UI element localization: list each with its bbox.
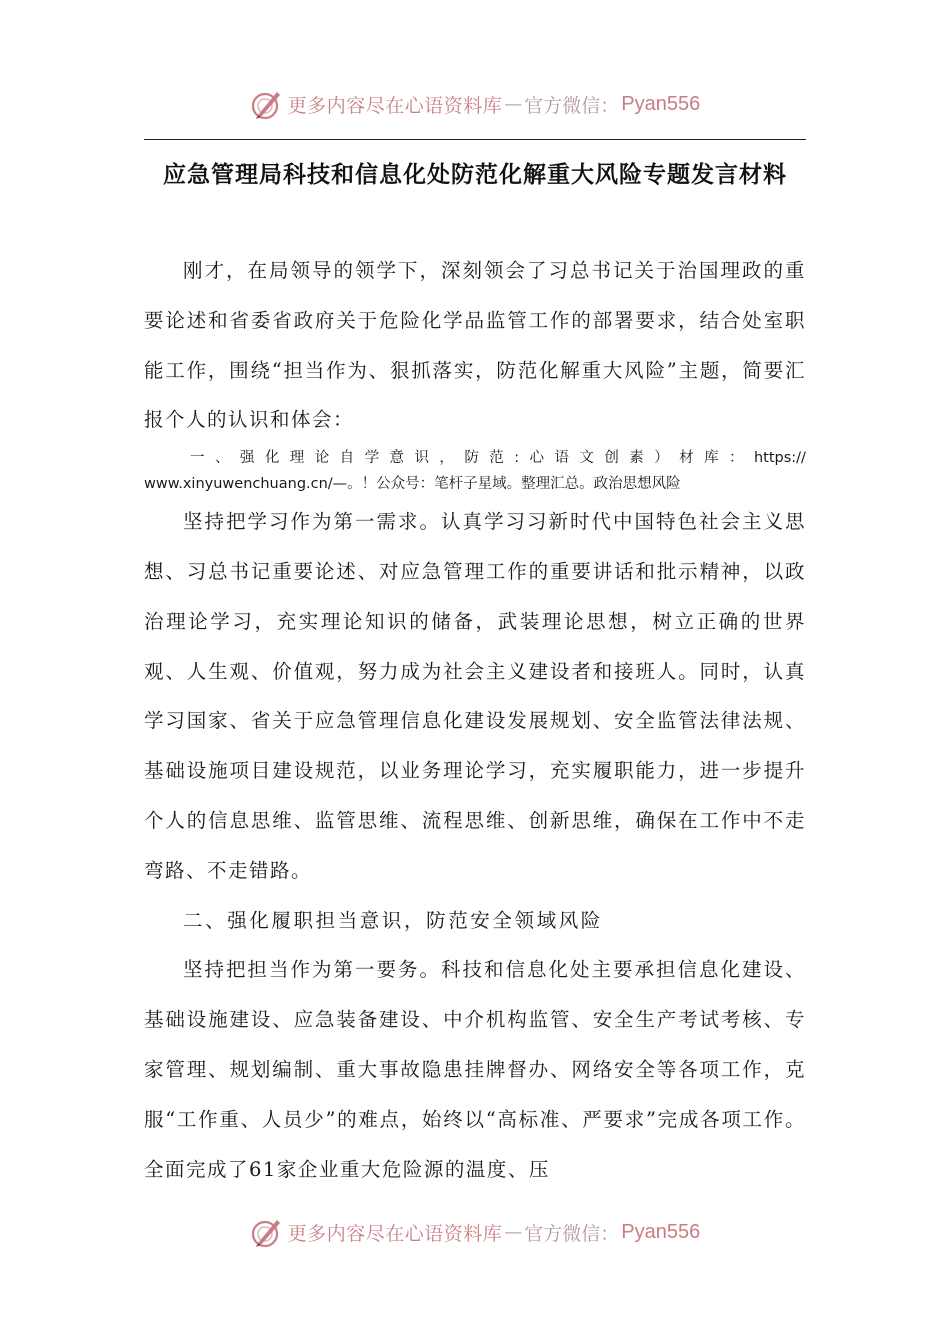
section1-heading-char: https:// bbox=[753, 450, 806, 467]
footer-banner bbox=[0, 1212, 950, 1252]
section1-heading-char: 创 bbox=[604, 450, 619, 467]
banner-wechat-label: 官方微信： bbox=[524, 94, 620, 117]
pen-logo-icon bbox=[250, 87, 284, 121]
banner-wechat-label: 官方微信： bbox=[524, 1222, 620, 1245]
section1-heading-char: 自 bbox=[339, 450, 355, 467]
section1-heading-char: 强 bbox=[239, 450, 255, 467]
pen-logo-icon bbox=[250, 1215, 284, 1249]
section1-heading-char: 理 bbox=[289, 450, 305, 467]
section2-paragraph: 坚持把担当作为第一要务。科技和信息化处主要承担信息化建设、基础设施建设、应急装备建设、中介机构监管、安全生产考试考核、专家管理、规划编制、重大事故隐患挂牌督办、网络安全等各项工作，克服“工作重、人员少”的难点，始终以“高标准、严要求”完成各项工作。全面完成了61家企业重大危险源的温度、压 bbox=[144, 958, 806, 1181]
section1-heading-char: : bbox=[514, 450, 520, 467]
section1-heading-line1 bbox=[144, 445, 806, 471]
banner-text: 更多内容尽在心语资料库 bbox=[287, 94, 503, 117]
header-rule bbox=[144, 139, 806, 140]
section1-paragraph: 坚持把学习作为第一需求。认真学习习新时代中国特色社会主义思想、习总书记重要论述、对应急管理工作的重要讲话和批示精神，以政治理论学习，充实理论知识的储备，武装理论思想，树立正确的世界观、人生观、价值观，努力成为社会主义建设者和接班人。同时，认真学习国家、省关于应急管理信息化建设发展规划、安全监管法律法规、基础设施项目建设规范，以业务理论学习，充实履职能力，进一步提升个人的信息思维、监管思维、流程思维、创新思维，确保在工作中不走弯路、不走错路。 bbox=[144, 510, 806, 882]
section1-heading-char: 一 bbox=[190, 450, 205, 467]
banner-wechat-id: Pyan556 bbox=[621, 92, 701, 115]
header-banner bbox=[0, 84, 950, 124]
section1-heading-char: 材 bbox=[679, 450, 694, 467]
section1-heading-char: 学 bbox=[364, 450, 380, 467]
section1-heading bbox=[144, 445, 806, 497]
section1-heading-char: 、 bbox=[214, 450, 230, 467]
section1-heading-char: 识 bbox=[414, 450, 429, 467]
section1-heading-line2: www.xinyuwenchuang.cn/—。！公众号：笔杆子星域。整理汇总。政治思想风险 bbox=[144, 476, 681, 493]
banner-wechat-id: Pyan556 bbox=[621, 1220, 701, 1243]
document-title: 应急管理局科技和信息化处防范化解重大风险专题发言材料 bbox=[163, 162, 787, 188]
intro-paragraph: 刚才，在局领导的领学下，深刻领会了习总书记关于治国理政的重要论述和省委省政府关于危险化学品监管工作的部署要求，结合处室职能工作，围绕“担当作为、狠抓落实，防范化解重大风险”主题，简要汇报个人的认识和体会： bbox=[144, 259, 806, 432]
banner-separator: — bbox=[504, 93, 523, 115]
section1-heading-char: ） bbox=[654, 450, 669, 467]
section2-heading: 二、强化履职担当意识，防范安全领域风险 bbox=[183, 908, 603, 932]
section1-heading-char: 库 bbox=[704, 450, 719, 467]
section1-heading-char: 语 bbox=[554, 450, 569, 467]
section1-heading-char: ， bbox=[439, 450, 454, 467]
section1-heading-char: 心 bbox=[529, 450, 545, 467]
banner-separator: — bbox=[504, 1221, 523, 1243]
section1-heading-char: 范 bbox=[489, 450, 504, 467]
section1-heading-char: ： bbox=[729, 450, 744, 467]
section1-heading-char: 论 bbox=[314, 450, 330, 467]
document-body bbox=[144, 246, 806, 1194]
section1-heading-char: 意 bbox=[389, 450, 404, 467]
section1-heading-char: 防 bbox=[464, 450, 479, 467]
section1-heading-char: 化 bbox=[264, 450, 280, 467]
section1-heading-char: 文 bbox=[579, 450, 594, 467]
section1-heading-char: 素 bbox=[629, 450, 644, 467]
banner-text: 更多内容尽在心语资料库 bbox=[287, 1222, 503, 1245]
